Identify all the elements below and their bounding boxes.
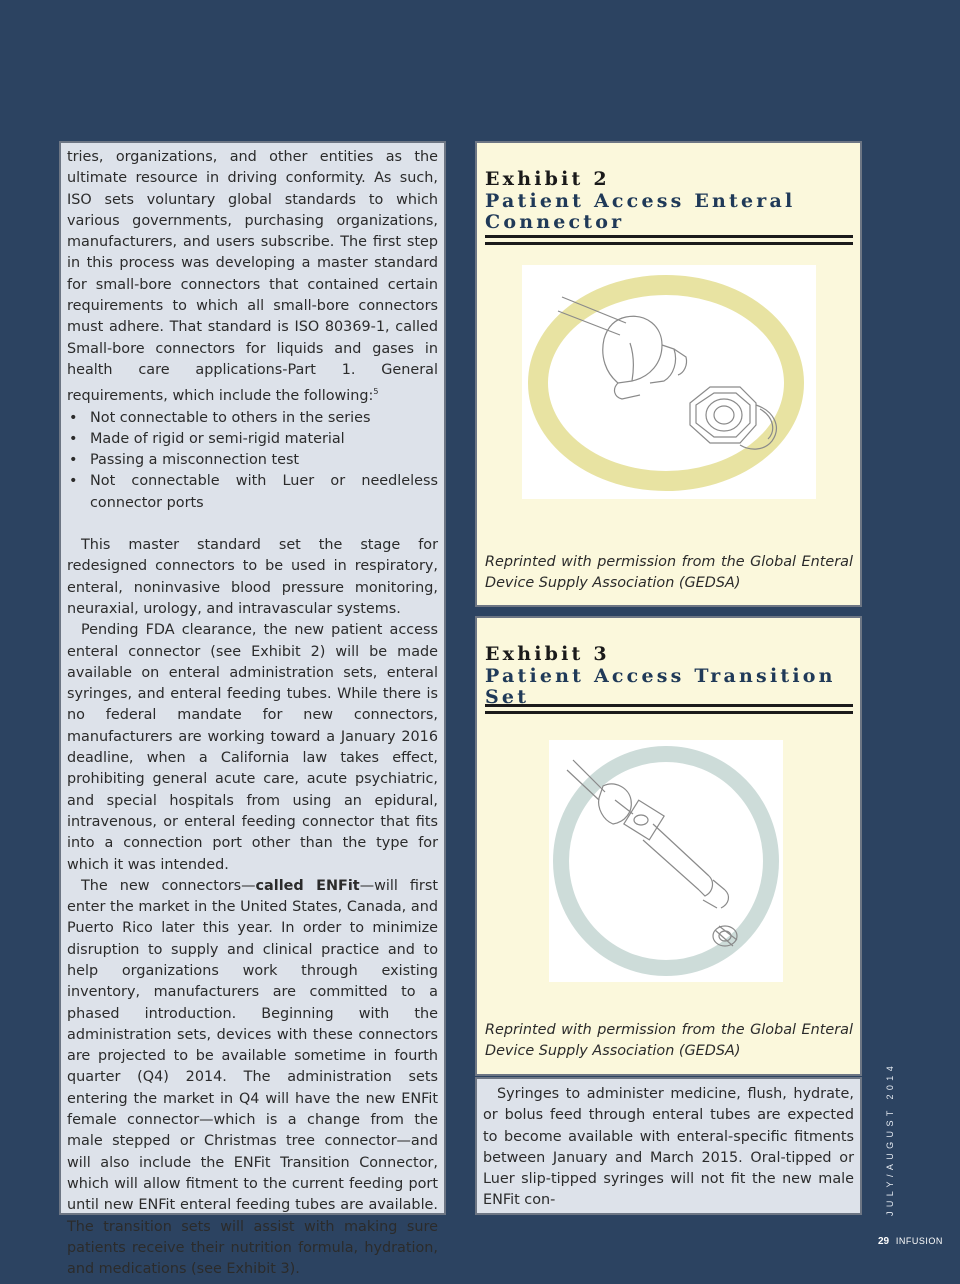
bullet-icon: • xyxy=(69,452,78,469)
reference-superscript: 5 xyxy=(373,387,379,397)
enteral-connector-drawing xyxy=(522,265,816,499)
exhibit-3-number: Exhibit 3 xyxy=(485,643,610,665)
exhibit-2-double-rule xyxy=(485,235,853,245)
exhibit-2-heading xyxy=(485,169,855,234)
page-footer xyxy=(878,1236,943,1247)
exhibit-2-box xyxy=(475,141,862,607)
exhibit-2-title: Patient Access Enteral Connector xyxy=(485,189,796,233)
paragraph-master-standard: This master standard set the stage for redesigned connectors to be used in respiratory, enteral, noninvasive blood pressure monitoring, neuraxial, urology, and intravascular systems. xyxy=(67,537,438,617)
list-item: • Not connectable with Luer or needleless connector ports xyxy=(69,473,438,511)
paragraph-syringes: Syringes to administer medicine, flush, hydrate, or bolus feed through enteral tubes are expected to become available with enteral-specific fitments between January and March 2015. Oral-tipped or Luer slip-tipped syringes will not fit the new male ENFit con- xyxy=(483,1086,854,1209)
exhibit-3-title: Patient Access Transition Set xyxy=(485,664,836,708)
paragraph-enfit-introduction: The new connectors—called ENFit—will first enter the market in the United States, Canada, and Puerto Rico later this year. In order to minimize disruption to supply and clinical practice and to help organizations work through existing inventory, manufacturers are committed to a phased introduction. Beginning with the administration sets, devices with these connectors are projected to be available sometime in fourth quarter (Q4) 2014. The administration sets entering the market in Q4 will have the new ENFit female connector—which is a change from the male stepped or Christmas tree connector—and will also include the ENFit Transition Connector, which will allow fitment to the current feeding port until new ENFit enteral feeding tubes are available. The transition sets will assist with making sure patients receive their nutrition formula, hydration, and medications (see Exhibit 3). xyxy=(67,877,438,1278)
page-number: 29 xyxy=(878,1236,890,1247)
transition-set-illustration xyxy=(549,740,783,982)
list-item: • Made of rigid or semi-rigid material xyxy=(67,429,438,450)
paragraph-iso-standard xyxy=(67,147,438,408)
exhibit-3-box xyxy=(475,616,862,1076)
article-column-left xyxy=(59,141,446,1278)
issue-date-vertical: JULY/AUGUST 2014 xyxy=(885,1061,895,1216)
list-item: • Passing a misconnection test xyxy=(67,450,438,471)
article-column-right xyxy=(475,1077,862,1215)
bullet-icon: • xyxy=(69,430,78,447)
enfit-bold-term: called ENFit xyxy=(255,877,360,894)
paragraph-iso-standard-text: tries, organizations, and other entities as the ultimate resource in driving conformity. As such, ISO sets voluntary global standards to which various governments, purchasing organizations, manufacturers, and users subscribe. The first step in this process was developing a master standard for small-bore connectors that contained certain requirements to which all small-bore connectors must adhere. That standard is ISO 80369-1, called Small-bore connectors for liquids and gases in health care applications-Part 1. General requirements, which include the following: xyxy=(67,149,438,405)
exhibit-3-heading xyxy=(485,644,855,709)
bullet-icon: • xyxy=(69,409,78,426)
exhibit-2-caption: Reprinted with permission from the Global Enteral Device Supply Association (GEDSA) xyxy=(485,554,853,592)
paragraph-spacer xyxy=(67,514,438,535)
requirements-list xyxy=(67,408,438,514)
enteral-connector-illustration xyxy=(522,265,816,499)
bullet-icon: • xyxy=(69,473,78,490)
list-item: • Not connectable to others in the series xyxy=(67,408,438,429)
exhibit-3-double-rule xyxy=(485,704,853,714)
paragraph-fda-clearance: Pending FDA clearance, the new patient access enteral connector (see Exhibit 2) will be made available on enteral administration sets, enteral syringes, and enteral feeding tubes. While there is no federal mandate for new connectors, manufacturers are working toward a January 2016 deadline, when a California law takes effect, prohibiting general acute care, acute psychiatric, and special hospitals from using an epidural, intravenous, or enteral feeding connector that fits into a connection port other than the type for which it was intended. xyxy=(67,622,438,873)
exhibit-2-number: Exhibit 2 xyxy=(485,168,610,190)
transition-set-drawing xyxy=(549,740,783,982)
magazine-name: INFUSION xyxy=(895,1236,943,1246)
exhibit-3-caption: Reprinted with permission from the Global Enteral Device Supply Association (GEDSA) xyxy=(485,1022,853,1060)
